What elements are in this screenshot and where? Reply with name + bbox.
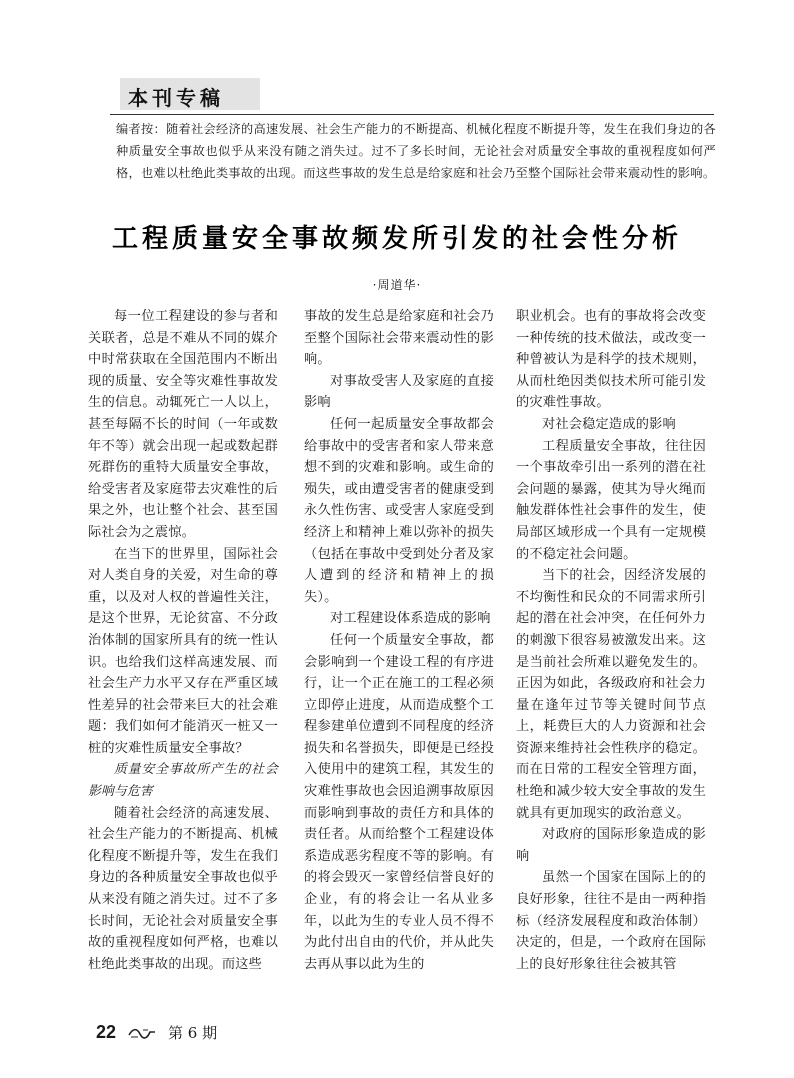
paragraph: 对政府的国际形象造成的影响 [516,827,706,864]
text-column-3 [516,306,706,975]
text-column-2 [304,306,494,975]
paragraph: 任何一个质量安全事故，都会影响到一个建设工程的有序进行，让一个正在施工的工程必须立即停止进度，从而造成整个工程参建单位遭到不同程度的经济损失和名誉损失，即便是已经投入使用中的建筑工程，其发生的灾难性事故也会因追溯事故原因而影响到事故的责任方和具体的责任者。从而给整个工程建设体系造成恶劣程度不等的影响。有的将会毁灭一家曾经信誉良好的企业，有的将会让一名从业多年，以此为生的专业人员不得不为此付出自由的代价，并从此失去再从事以此为生的 [304,632,494,972]
section-tab: 本刊专稿 [128,86,224,110]
paragraph: 职业机会。也有的事故将会改变一种传统的技术做法，或改变一种曾被认为是科学的技术规则，从而杜绝因类似技术所可能引发的灾难性事故。 [516,309,706,411]
paragraph: 工程质量安全事故，往往因一个事故牵引出一系列的潜在社会问题的暴露，使其为导火绳而触发群体性社会事件的发生，使局部区域形成一个具有一定规模的不稳定社会问题。 [516,438,706,562]
paragraph: 任何一起质量安全事故都会给事故中的受害者和家人带来意想不到的灾难和影响。或生命的殒失，或由遭受害者的健康受到永久性伤害、或受害人家庭受到经济上和精神上难以弥补的损失（包括在事故中受到处分者及家人遭到的经济和精神上的损失）。 [304,416,494,605]
paragraph: 每一位工程建设的参与者和关联者，总是不难从不同的媒介中时常获取在全国范围内不断出现的质量、安全等灾难性事故发生的信息。动辄死亡一人以上，甚至每隔不长的时间（一年或数年不等）就会出现一起或数起群死群伤的重特大质量安全事故，给受害者及家庭带去灾难性的后果之外，也让整个社会、甚至国际社会为之震惊。 [88,309,278,540]
page-footer [96,1022,217,1043]
article-title: 工程质量安全事故频发所引发的社会性分析 [111,224,682,254]
decorative-ornament-icon [128,1026,156,1040]
paragraph: 随着社会经济的高速发展、社会生产能力的不断提高、机械化程度不断提升等，发生在我们身边的各种质量安全事故也似乎从来没有随之消失过。过不了多长时间，无论社会对质量安全事故的重视程度如何严格，也难以杜绝此类事故的出现。而这些 [88,805,278,972]
paragraph: 对事故受害人及家庭的直接影响 [304,373,494,411]
section-subheading: 质量安全事故所产生的社会影响与危害 [88,762,278,800]
paragraph: 在当下的世界里，国际社会对人类自身的关爱，对生命的尊重，以及对人权的普遍性关注，是这个世界，无论贫富、不分政治体制的国家所具有的统一性认识。也给我们这样高速发展、而社会生产力水平又存在严重区域性差异的社会带来巨大的社会难题：我们如何才能消灭一桩又一桩的灾难性质量安全事故？ [88,546,278,756]
header-divider [110,114,714,115]
paragraph: 虽然一个国家在国际上的的良好形象，往往不是由一两种指标（经济发展程度和政治体制）决定的，但是，一个政府在国际上的良好形象往往会被其管 [516,870,706,972]
paragraph: 当下的社会，因经济发展的不均衡性和民众的不同需求所引起的潜在社会冲突，在任何外力的刺激下很容易被激发出来。这是当前社会所难以避免发生的。正因为如此，各级政府和社会力量在逢年过节等关键时间节点上，耗费巨大的人力资源和社会资源来维持社会性秩序的稳定。而在日常的工程安全管理方面，杜绝和减少较大安全事故的发生就具有更加现实的政治意义。 [516,568,706,821]
editor-note: 编者按：随着社会经济的高速发展、社会生产能力的不断提高、机械化程度不断提升等，发生在我们身边的各种质量安全事故也似乎从来没有随之消失过。过不了多长时间，无论社会对质量安全事故的重视程度如何严格，也难以杜绝此类事故的出现。而这些事故的发生总是给家庭和社会乃至整个国际社会带来震动性的影响。 [116,122,716,180]
author-byline: ·周道华· [372,278,422,292]
paragraph: 对社会稳定造成的影响 [542,416,676,432]
paragraph: 对工程建设体系造成的影响 [330,611,491,627]
text-column-1 [88,306,278,975]
paragraph: 事故的发生总是给家庭和社会乃至整个国际社会带来震动性的影响。 [304,309,494,368]
issue-number: 第 6 期 [168,1024,218,1042]
page-number: 22 [96,1022,117,1042]
